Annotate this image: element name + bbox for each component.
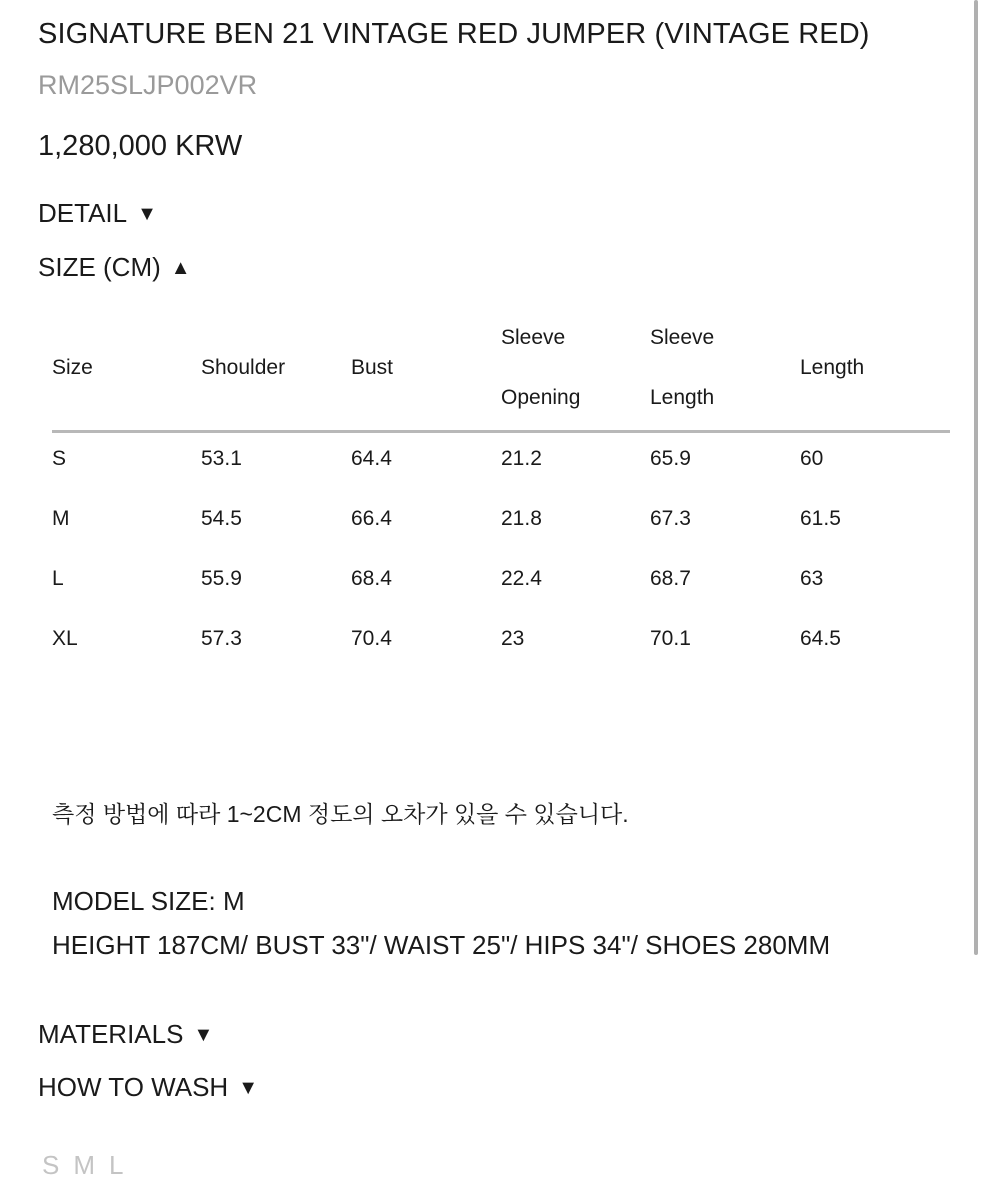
cell-bust: 66.4: [351, 507, 392, 530]
cell-size: S: [52, 447, 67, 470]
size-label: SIZE (CM): [38, 252, 161, 282]
measurement-note: 측정 방법에 따라 1~2CM 정도의 오차가 있을 수 있습니다.: [52, 801, 629, 827]
size-table: [52, 318, 950, 673]
cell-length: 61.5: [800, 507, 841, 530]
cell-sleeve-opening: 22.4: [501, 567, 542, 590]
table-row: [52, 493, 950, 553]
triangle-down-icon: ▼: [193, 1024, 214, 1046]
table-row: [52, 553, 950, 613]
cell-bust: 64.4: [351, 447, 392, 470]
cell-size: L: [52, 567, 64, 590]
how-to-wash-label: HOW TO WASH: [38, 1072, 229, 1102]
cell-sleeve-length: 70.1: [650, 627, 691, 650]
size-options: [42, 1150, 137, 1181]
size-table-header: [52, 318, 950, 433]
triangle-down-icon: ▼: [238, 1077, 258, 1099]
size-toggle[interactable]: [38, 252, 191, 283]
cell-sleeve-opening: 21.8: [501, 507, 542, 530]
triangle-up-icon: ▲: [170, 257, 191, 279]
header-sleeve-length-line2: Length: [650, 386, 715, 409]
table-row: [52, 433, 950, 493]
materials-toggle[interactable]: [38, 1019, 213, 1050]
cell-sleeve-opening: 21.2: [501, 447, 542, 470]
how-to-wash-toggle[interactable]: [38, 1072, 258, 1103]
cell-sleeve-length: 65.9: [650, 447, 691, 470]
header-sleeve-opening-line2: Opening: [501, 386, 581, 409]
header-length: Length: [800, 356, 865, 379]
size-option-s[interactable]: S: [42, 1150, 60, 1180]
cell-size: XL: [52, 627, 78, 650]
cell-length: 63: [800, 567, 824, 590]
product-code: RM25SLJP002VR: [38, 70, 258, 100]
cell-shoulder: 55.9: [201, 567, 242, 590]
header-sleeve-opening-line1: Sleeve: [501, 326, 566, 349]
size-option-l[interactable]: L: [109, 1150, 124, 1180]
cell-bust: 68.4: [351, 567, 392, 590]
header-sleeve-length-line1: Sleeve: [650, 326, 715, 349]
product-price: 1,280,000 KRW: [38, 130, 243, 162]
detail-label: DETAIL: [38, 198, 128, 228]
header-bust: Bust: [351, 356, 394, 379]
cell-sleeve-length: 67.3: [650, 507, 691, 530]
cell-shoulder: 54.5: [201, 507, 242, 530]
scrollbar[interactable]: [974, 0, 978, 955]
triangle-down-icon: ▼: [137, 203, 157, 225]
model-measurements: HEIGHT 187CM/ BUST 33"/ WAIST 25"/ HIPS 34"/ SHOES 280MM: [52, 930, 831, 960]
size-option-m[interactable]: M: [73, 1150, 96, 1180]
cell-length: 60: [800, 447, 824, 470]
detail-toggle[interactable]: [38, 198, 157, 229]
materials-label: MATERIALS: [38, 1019, 184, 1049]
table-row: [52, 613, 950, 673]
cell-shoulder: 57.3: [201, 627, 242, 650]
cell-sleeve-opening: 23: [501, 627, 525, 650]
header-size: Size: [52, 356, 93, 379]
cell-bust: 70.4: [351, 627, 392, 650]
header-shoulder: Shoulder: [201, 356, 286, 379]
cell-length: 64.5: [800, 627, 841, 650]
model-size: MODEL SIZE: M: [52, 886, 245, 916]
cell-shoulder: 53.1: [201, 447, 242, 470]
product-title: SIGNATURE BEN 21 VINTAGE RED JUMPER (VINTAGE RED): [38, 18, 870, 50]
cell-sleeve-length: 68.7: [650, 567, 691, 590]
cell-size: M: [52, 507, 70, 530]
